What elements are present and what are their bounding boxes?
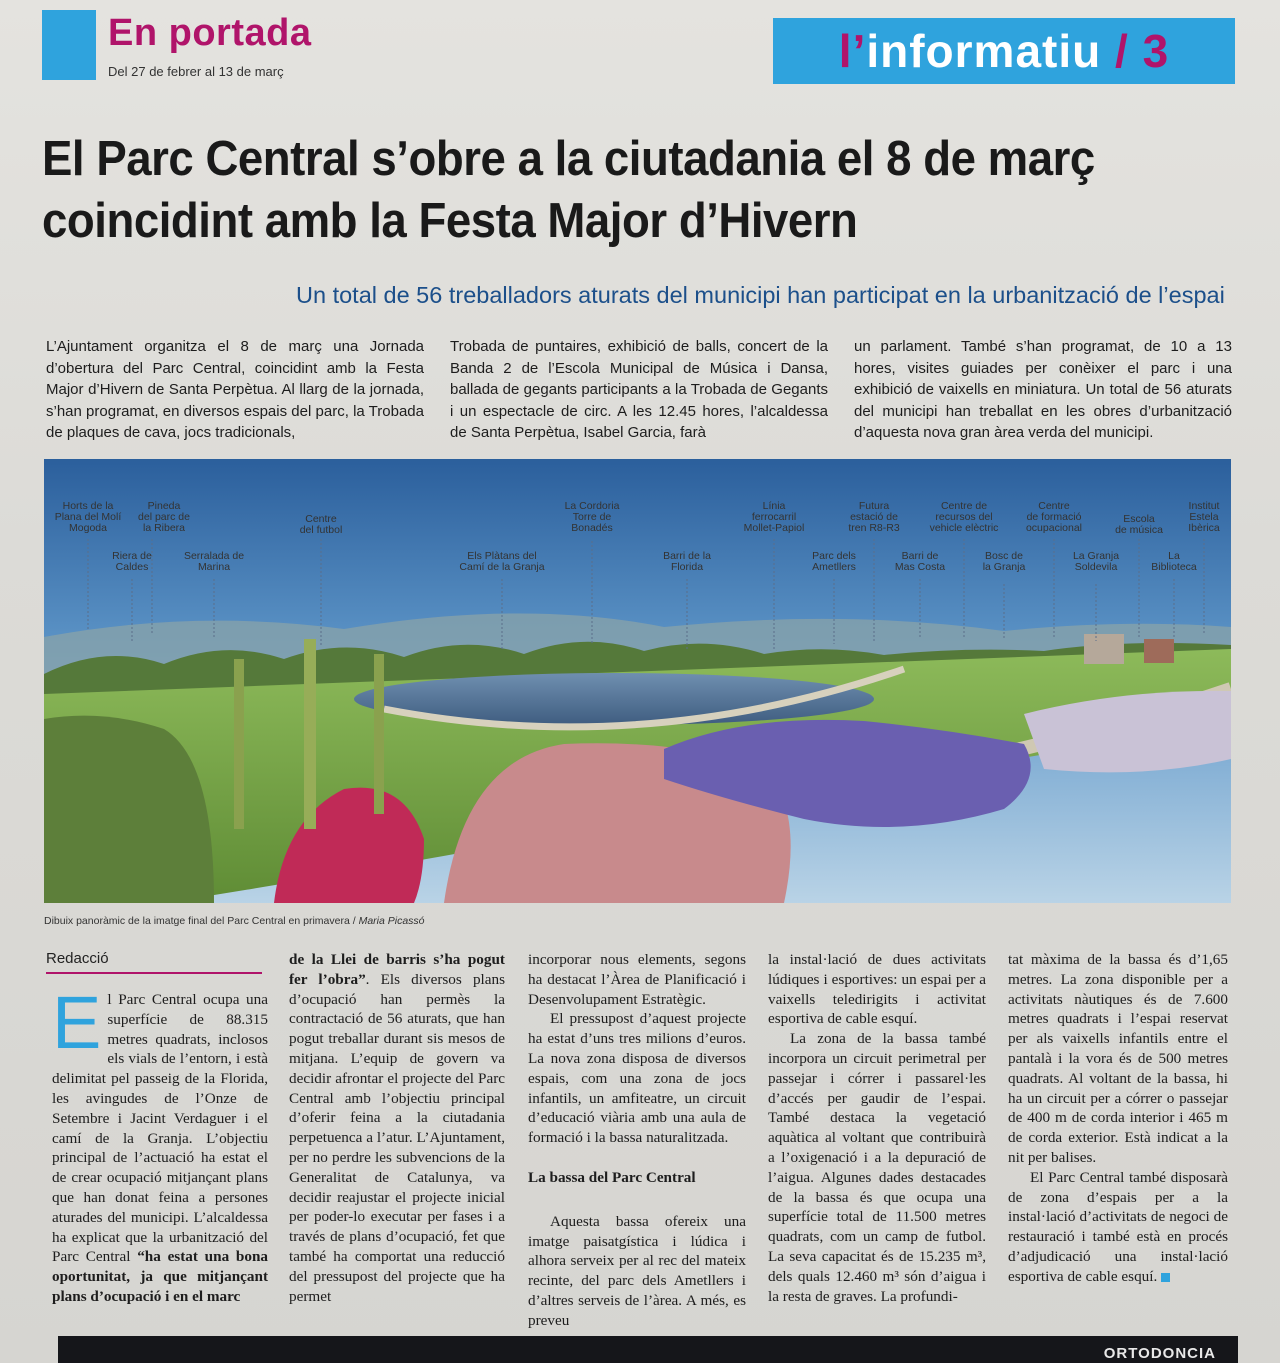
masthead-text	[839, 24, 1169, 78]
panorama-label: Centre de formació ocupacional	[1025, 500, 1083, 534]
advertisement-strip	[58, 1336, 1238, 1363]
body-column-5	[1008, 950, 1228, 1287]
masthead-separator: /	[1101, 25, 1143, 77]
panorama-label: La Cordoria Torre de Bonadés	[564, 500, 620, 534]
panorama-label: Futura estació de tren R8-R3	[848, 500, 900, 534]
panorama-label: Centre de recursos del vehicle elèctric	[929, 500, 999, 534]
body-text: . Els diversos plans d’ocupació han permès la contractació de 56 aturats, que han pogut treballar durant sis mesos de mitjana. L’equip de govern va decidir afrontar el projecte del Parc Central amb l’objectiu principal d’oferir feina a la ciutadania perpetuenca a l’atur. L’Ajuntament, per no perdre les subvencions de la Generalitat de Catalunya, va decidir reajustar el projecte inicial per poder-lo executar per fases i a través de plans d’ocupació, fet que també ha comportat una reducció del pressupost del projecte que ha permet	[289, 970, 505, 1305]
article-byline: Redacció	[46, 950, 109, 967]
quote-text: “ha estat una bona oportunitat, ja que mitjançant plans d’ocupació i en el marc	[52, 1248, 268, 1305]
masthead-name: informatiu	[866, 25, 1102, 77]
lead-column-1: L’Ajuntament organitza el 8 de març una Jornada d’obertura del Parc Central, coincidint amb la Festa Major d’Hivern de Santa Perpètua. Al llarg de la jornada, s’han programat, en diversos espais del parc, la Trobada de plaques de cava, jocs tradicionals,	[46, 338, 424, 442]
body-text: l Parc Central ocupa una superfície de 88.315 metres quadrats, inclosos els vials de l’entorn, i està delimitat pel passeig de la Florida, les avingudes de l’Onze de Setembre i Jacint Verdaguer i el camí de la Granja. L’objectiu principal de l’actuació ha estat el de crear ocupació mitjançant plans que han donat feina a persones aturades del municipi. L’alcaldessa ha explicat que la urbanització del Parc Central	[52, 991, 268, 1266]
body-column-4	[768, 950, 986, 1306]
advertisement-text: ORTODONCIA	[1103, 1345, 1216, 1362]
lead-column-3: un parlament. També s’han programat, de 10 a 13 hores, visites guiades per conèixer el parc i una exhibició de vaixells en miniatura. Un total de 56 aturats del municipi han treballat en les obres d’urbanització d’aquesta nova gran àrea verda del municipi.	[854, 338, 1232, 442]
drop-cap: E	[52, 981, 102, 1064]
panorama-label: Línia ferrocarril Mollet-Papiol	[743, 500, 805, 534]
panorama-label: Serralada de Marina	[183, 550, 245, 573]
page-number: 3	[1142, 25, 1170, 77]
panorama-label: Bosc de la Granja	[982, 550, 1026, 573]
body-column-3	[528, 950, 746, 1331]
body-paragraph: El pressupost d’aquest projecte ha estat d’uns tres milions d’euros. La nova zona disposa de diversos espais, com una zona de jocs infantils, un amfiteatre, un circuit d’educació viària amb una aula de formació i la bassa naturalitzada.	[528, 1010, 746, 1147]
park-panorama-illustration	[44, 459, 1231, 903]
body-paragraph: Aquesta bassa ofereix una imatge paisatgística i lúdica i alhora serveix per al rec del mateix recinte, del parc dels Ametllers i d’altres serveis de l’àrea. A més, es preveu	[528, 1212, 746, 1329]
panorama-label: Els Plàtans del Camí de la Granja	[459, 550, 545, 573]
body-paragraph: incorporar nous elements, segons ha destacat l’Àrea de Planificació i Desenvolupament Estratègic.	[528, 951, 746, 1008]
panorama-label: Institut Estela Ibèrica	[1188, 500, 1220, 534]
section-subheading: La bassa del Parc Central	[528, 1168, 696, 1186]
lead-column-2: Trobada de puntaires, exhibició de balls, concert de la Banda 2 de l’Escola Municipal de Música i Dansa, ballada de gegants participants a la Trobada de Gegants i un espectacle de circ. A les 12.45 hores, l’alcaldessa de Santa Perpètua, Isabel Garcia, farà	[450, 338, 828, 442]
masthead-apostrophe: l’	[838, 25, 867, 77]
body-paragraph: tat màxima de la bassa és d’1,65 metres. La zona disponible per a activitats nàutiques és de 7.600 metres quadrats i l’espai reservat per als vaixells infantils entre el pantalà i la vora és de 500 metres quadrats. Al voltant de la bassa, hi ha un circuit per a córrer o passejar de 400 m de corda interior i 465 m de corda exterior. Està indicat a la nit per balises.	[1008, 951, 1228, 1166]
panorama-label: Barri de la Florida	[663, 550, 711, 573]
panorama-label: Riera de Caldes	[112, 550, 152, 573]
panorama-label: La Granja Soldevila	[1072, 550, 1120, 573]
publication-masthead	[773, 18, 1235, 84]
section-title: En portada	[108, 12, 312, 54]
caption-credit: Maria Picassó	[358, 915, 425, 927]
panorama-label: La Biblioteca	[1151, 550, 1197, 573]
section-color-bar	[42, 10, 96, 80]
caption-text: Dibuix panoràmic de la imatge final del Parc Central en primavera /	[44, 915, 359, 927]
article-end-mark	[1161, 1273, 1170, 1282]
body-paragraph: la instal·lació de dues activitats lúdiques i esportives: un espai per a vaixells teledirigits i activitat esportiva de cable esquí.	[768, 951, 986, 1028]
body-paragraph: El Parc Central també disposarà de zona d’espais per a la instal·lació d’activitats de negoci de restauració i també està en procés d’adjudicació una instal·lació esportiva de cable esquí.	[1008, 1168, 1228, 1285]
quote-text: de la Llei de barris s’ha pogut fer l’obra”	[289, 951, 505, 988]
body-paragraph: La zona de la bassa també incorpora un circuit perimetral per passejar i córrer i passarel·les d’accés per gaudir de l’espai. També destaca la vegetació aquàtica al voltant que contribuirà a l’oxigenació i a la depuració de l’aigua. Algunes dades destacades de la bassa és que ocupa una superfície total de 11.500 metres quadrats, com un camp de futbol. La seva capacitat és de 15.235 m³, dels quals 12.460 m³ són d’aigua i la resta de graves. La profundi-	[768, 1030, 986, 1305]
panorama-label: Centre del futbol	[299, 513, 343, 536]
illustration-caption	[44, 915, 425, 927]
panorama-label: Horts de la Plana del Molí Mogoda	[54, 500, 122, 534]
body-column-1	[52, 981, 268, 1307]
panorama-label: Pineda del parc de la Ribera	[138, 500, 190, 534]
body-column-2	[289, 950, 505, 1306]
panorama-label: Barri de Mas Costa	[894, 550, 946, 573]
article-headline: El Parc Central s’obre a la ciutadania el 8 de març coincidint amb la Festa Major d’Hivern	[42, 132, 1095, 248]
byline-rule	[46, 972, 262, 974]
panorama-label: Escola de música	[1115, 513, 1163, 536]
issue-date-range: Del 27 de febrer al 13 de març	[108, 64, 284, 79]
panorama-label: Parc dels Ametllers	[812, 550, 856, 573]
article-subheadline: Un total de 56 treballadors aturats del municipi han participat en la urbanització de l’espai	[296, 282, 1225, 308]
